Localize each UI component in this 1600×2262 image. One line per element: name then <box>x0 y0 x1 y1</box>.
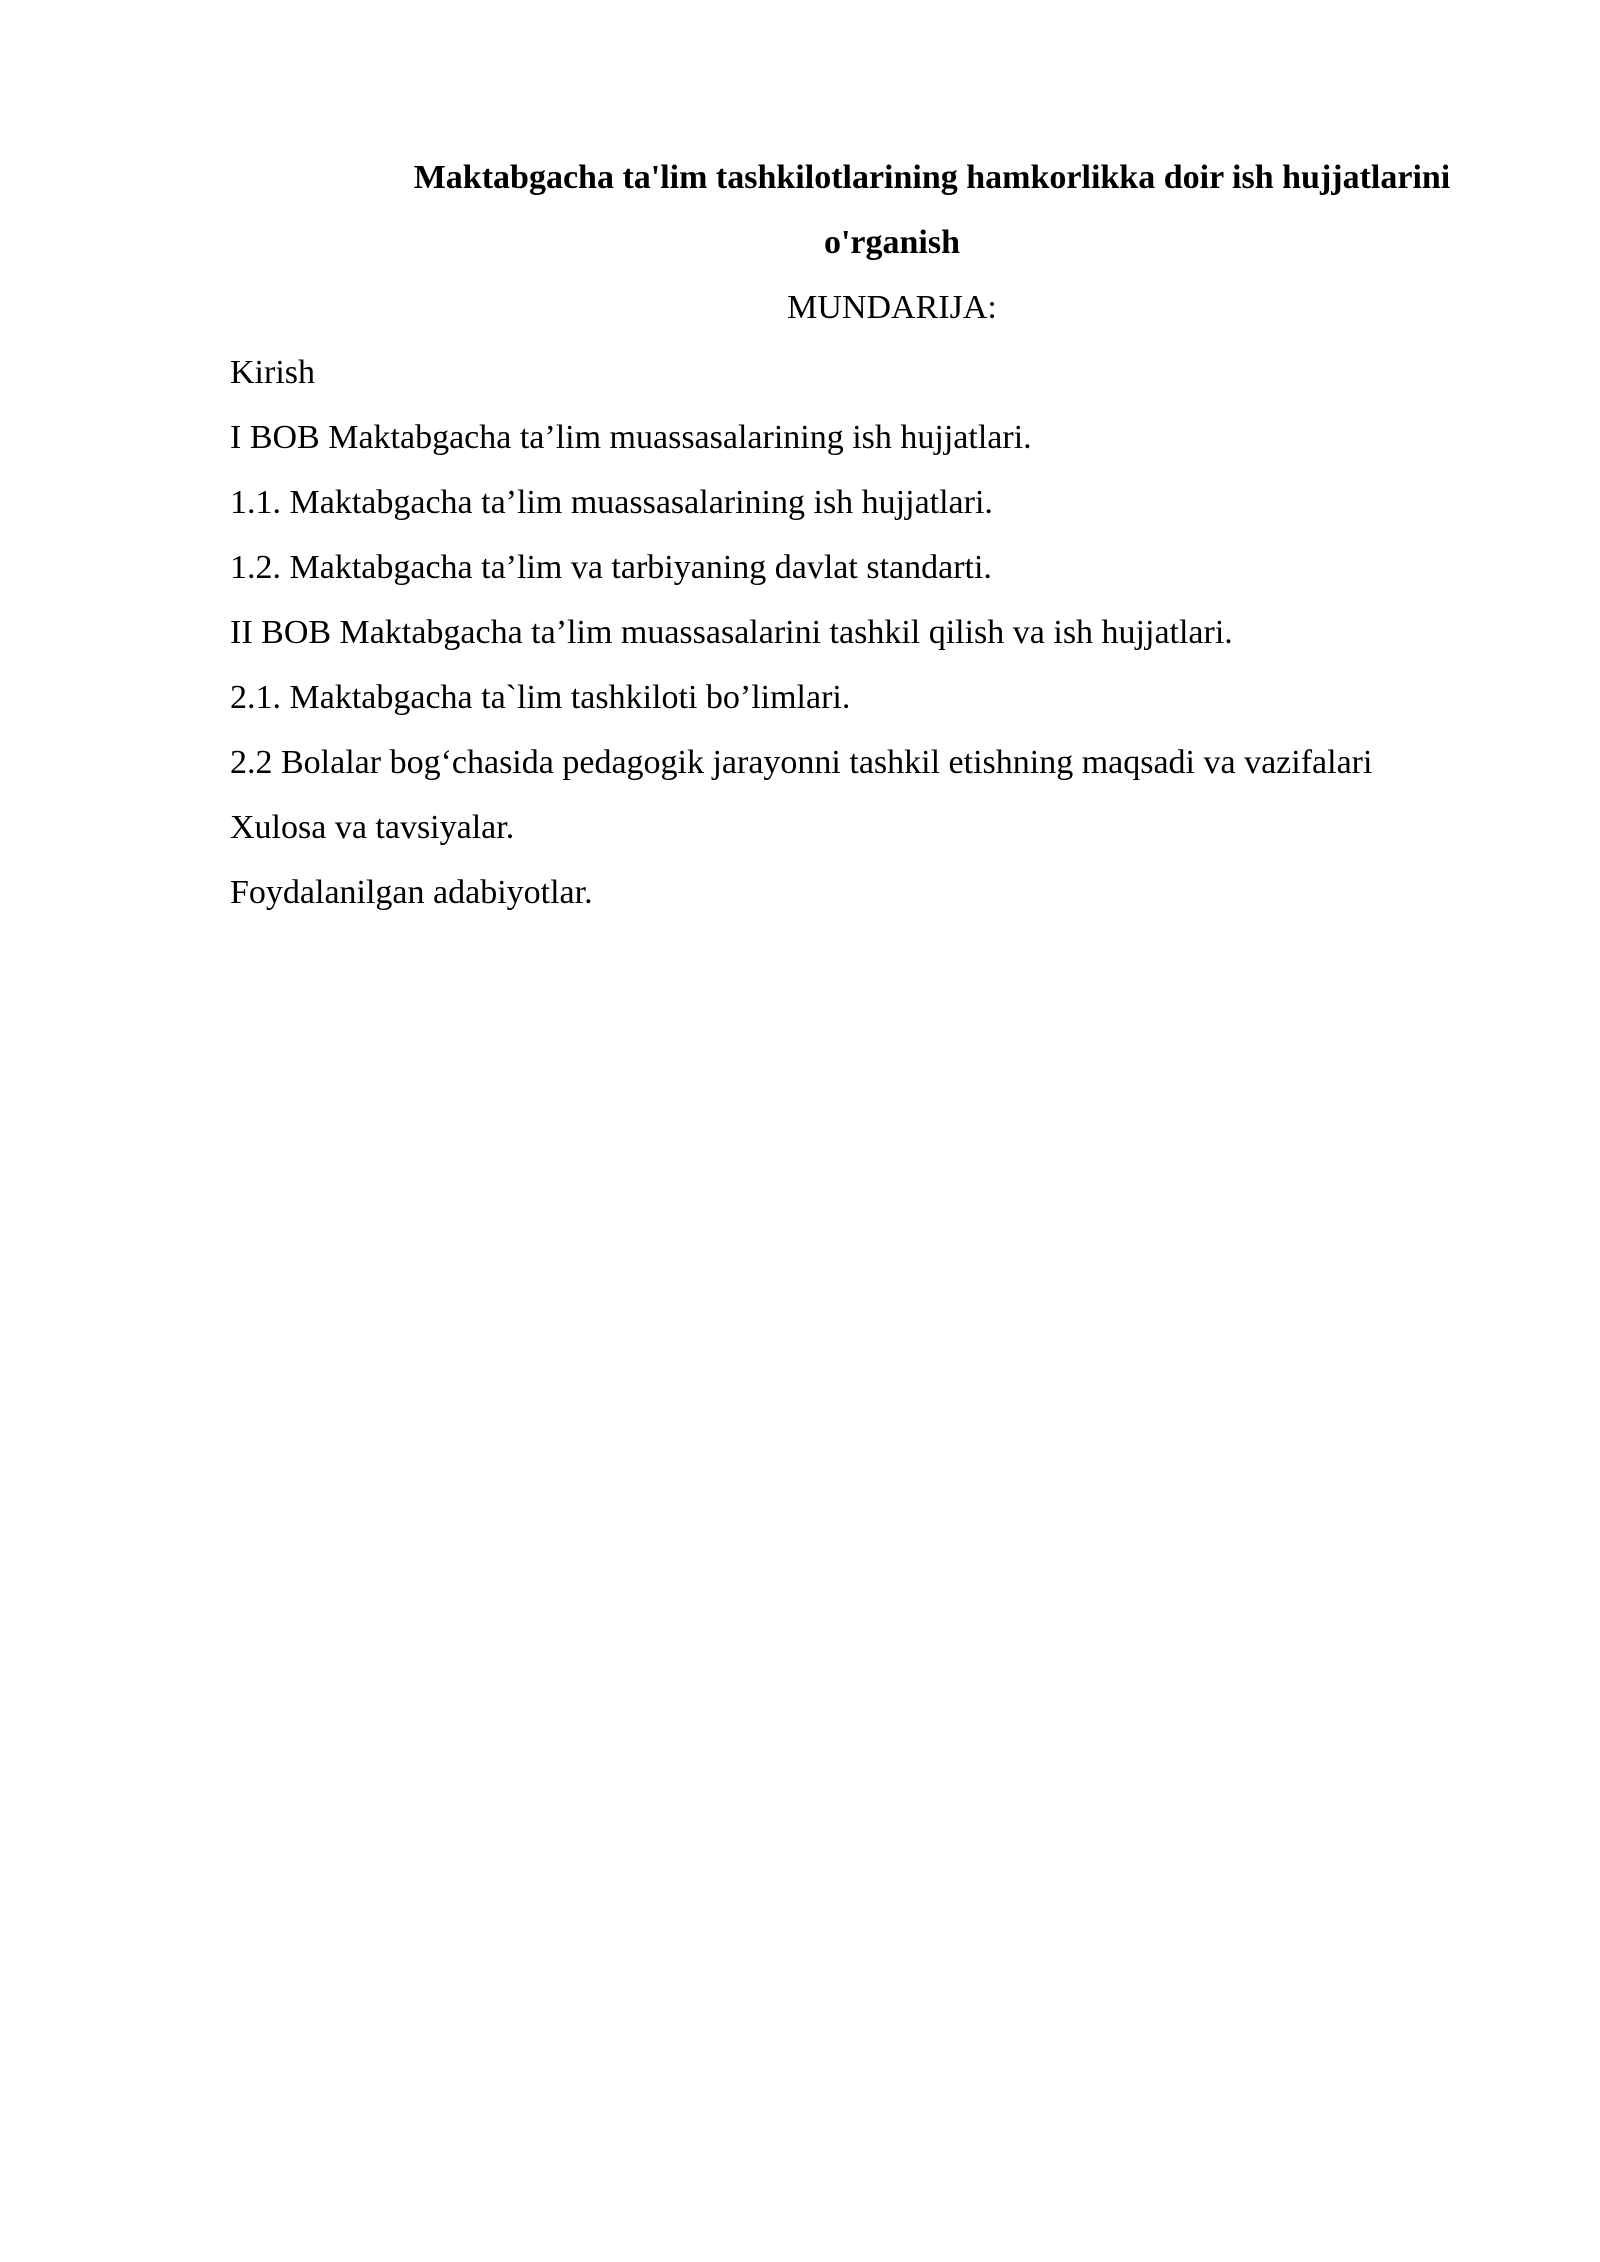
document-title <box>230 145 1492 275</box>
toc-item-conclusion: Xulosa va tavsiyalar. <box>230 809 515 846</box>
document-title-line-1: Maktabgacha ta'lim tashkilotlarining hamkorlikka doir ish hujjatlarini <box>413 159 1451 196</box>
toc-item-chapter-1: I BOB Maktabgacha ta’lim muassasalarining ish hujjatlari. <box>230 419 1032 456</box>
table-of-contents <box>230 340 1492 925</box>
toc-item-section-1-2: 1.2. Maktabgacha ta’lim va tarbiyaning davlat standarti. <box>230 549 992 586</box>
toc-item-section-1-1: 1.1. Maktabgacha ta’lim muassasalarining ish hujjatlari. <box>230 484 993 521</box>
toc-item-references: Foydalanilgan adabiyotlar. <box>230 874 593 911</box>
toc-item-introduction: Kirish <box>230 354 315 391</box>
toc-item-section-2-2: 2.2 Bolalar bog‘chasida pedagogik jarayonni tashkil etishning maqsadi va vazifalari <box>230 744 1373 781</box>
toc-item-section-2-1: 2.1. Maktabgacha ta`lim tashkiloti bo’limlari. <box>230 679 851 716</box>
toc-item-chapter-2: II BOB Maktabgacha ta’lim muassasalarini tashkil qilish va ish hujjatlari. <box>230 614 1233 651</box>
page-content <box>230 145 1492 925</box>
document-title-line-2: o'rganish <box>823 224 961 261</box>
toc-heading: MUNDARIJA: <box>787 289 997 326</box>
